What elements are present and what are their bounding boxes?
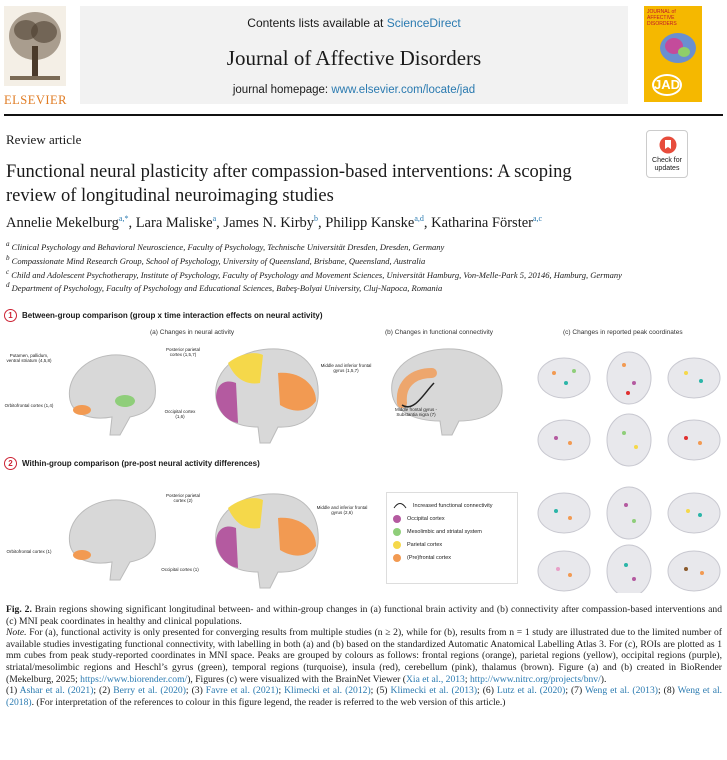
panel-c-title: (c) Changes in reported peak coordinates: [563, 329, 683, 336]
check-for-updates-button[interactable]: Check for updates: [646, 130, 688, 178]
biorender-link[interactable]: https://www.biorender.com/: [80, 673, 188, 685]
header-rule: [4, 114, 723, 116]
label-occipital-2: Occipital cortex (1): [161, 567, 199, 572]
ref-link[interactable]: Favre et al. (2021): [205, 685, 279, 697]
author[interactable]: Katharina Förster$^{a,c}$: [431, 214, 543, 231]
affiliation: $^b$ Compassionate Mind Research Group, School of Psychology, University of Queensland, Brisbane, Queensland, Australia: [6, 253, 426, 266]
label-mifg-2: Middle and inferior frontal gyrus (2,6): [316, 505, 368, 515]
label-ofc: Orbitofrontal cortex (1,4): [4, 403, 54, 408]
nitrc-link[interactable]: http://www.nitrc.org/projects/bnv/: [469, 673, 601, 685]
cover-title: JOURNAL of AFFECTIVE DISORDERS: [647, 9, 677, 27]
xia-link[interactable]: Xia et al., 2013: [405, 673, 465, 685]
legend-item: (Pre)frontal cortex: [393, 551, 511, 564]
affiliation: $^a$ Clinical Psychology and Behavioral Neuroscience, Faculty of Psychology, Technische Universität Dresden, Dresden, Germany: [6, 240, 445, 252]
curved-arrow-icon: [393, 502, 407, 510]
author[interactable]: James N. Kirby$^b$: [223, 214, 319, 231]
ref-link[interactable]: Lutz et al. (2020): [496, 685, 566, 697]
ref-link[interactable]: Berry et al. (2020): [113, 685, 186, 697]
author[interactable]: Philipp Kanske$^{a,d}$: [325, 214, 424, 231]
label-mifg: Middle and inferior frontal gyrus (1,5,7): [320, 363, 372, 373]
author-list: Annelie Mekelburg$^{a,*}$, Lara Maliske$^a$, James N. Kirby$^b$, Philipp Kanske$^{a,d}$, Katharina Förster$^{a,c}$: [6, 214, 543, 231]
caption-note: Note. For (a), functional activity is only presented for converging results from multiple studies (n ≥ 2), while for (b), results from n = 1 study are illustrated due to the limited number of available studies investigating functional connectivity, with labelling in both (a) and (b) based on the standardized Automatic Anatomical Labelling Atlas 3. For (c), ROIs are plotted as 1 mm cubes from peak study-reported coordinates in MNI space. Peaks are grouped by colours as follows: frontal regions (orange), parietal regions (yellow), occipital regions (purple), striatal/mesolimbic regions and Heschl’s gyrus (green), temporal regions (turquoise), insula (red), cerebellum (pink), thalamus (brown). Figure (a) and (b) created in BioRender (Mekelburg, 2025; https://www.biorender.com/), Figures (c) were visualized with the BrainNet Viewer (Xia et al., 2013; http://www.nitrc.org/projects/bnv/).: [6, 627, 722, 685]
affiliation: $^d$ Department of Psychology, Faculty of Psychology and Educational Sciences, Babeş-Bolyai University, Cluj-Napoca, Romania: [6, 281, 443, 294]
label-ppc-2: Posterior parietal cortex (2): [165, 493, 201, 503]
section-2-heading: 2 Within-group comparison (pre-post neural activity differences): [4, 457, 260, 470]
brain-lateral-2: [208, 488, 323, 593]
journal-title: Journal of Affective Disorders: [226, 46, 482, 70]
figure-legend: [386, 492, 518, 584]
article-title: Functional neural plasticity after compassion-based interventions: A scoping review of longitudinal neuroimaging studies: [6, 162, 572, 206]
journal-cover[interactable]: [644, 6, 702, 102]
legend-item: Increased functional connectivity: [393, 499, 511, 512]
glass-brains-panel: [536, 343, 722, 593]
brain-lateral-1: [208, 343, 323, 448]
brain-medial-2: [60, 490, 160, 585]
publisher-name: ELSEVIER: [4, 93, 68, 107]
cover-mark: JAD: [652, 74, 682, 96]
affiliation: $^c$ Child and Adolescent Psychotherapy, Institute of Psychology, Faculty of Psychology and Movement Sciences, Universität Hamburg, Von-Melle-Park 5, 20146, Hamburg, Germany: [6, 267, 622, 280]
journal-banner: [80, 6, 628, 104]
ref-link[interactable]: Weng et al. (2013): [585, 685, 658, 697]
caption-refs: (1) Ashar et al. (2021); (2) Berry et al. (2020); (3) Favre et al. (2021); Klimecki et al. (2012); (5) Klimecki et al. (2013); (6) Lutz et al. (2020); (7) Weng et al. (2013); (8) Weng et al. (2018). (For interpretation of the references to colour in this figure legend, the reader is referred to the web version of this article.): [6, 685, 723, 708]
legend-item: Parietal cortex: [393, 538, 511, 551]
figure-2: [0, 305, 727, 595]
contents-line: Contents lists available at ScienceDirect: [247, 16, 461, 30]
caption-main: Fig. 2. Brain regions showing significant longitudinal between- and within-group changes in (a) functional brain activity and (b) connectivity after compassion-based interventions and (c) MNI peak coordinates in healthy and clinical populations.: [6, 604, 722, 627]
brain-connectivity-1: [384, 343, 509, 438]
homepage-line: journal homepage: www.elsevier.com/locate/jad: [232, 84, 476, 96]
brain-medial-1: [60, 345, 160, 440]
label-putamen: Putamen, pallidum, ventral striatum (4,5,8): [6, 353, 52, 363]
homepage-link[interactable]: www.elsevier.com/locate/jad: [331, 84, 476, 96]
author[interactable]: Lara Maliske$^a$: [135, 214, 217, 231]
ref-link[interactable]: Klimecki et al. (2013): [390, 685, 478, 697]
elsevier-logo[interactable]: [4, 6, 68, 107]
label-mfg-sn: Middle frontal gyrus - Substantia nigra (7): [394, 407, 438, 417]
legend-item: Occipital cortex: [393, 512, 511, 525]
sciencedirect-link[interactable]: ScienceDirect: [386, 16, 461, 30]
bookmark-icon: [659, 136, 677, 154]
panel-b-title: (b) Changes in functional connectivity: [385, 329, 494, 336]
section-1-heading: 1 Between-group comparison (group x time interaction effects on neural activity): [4, 309, 323, 322]
ref-link[interactable]: Weng et al. (2018): [6, 685, 723, 708]
ref-link[interactable]: Klimecki et al. (2012): [284, 685, 371, 697]
article-type: Review article: [6, 132, 82, 147]
journal-header: [0, 0, 727, 108]
label-ppc: Posterior parietal cortex (1,5,7): [165, 347, 201, 357]
author[interactable]: Annelie Mekelburg$^{a,*}$: [6, 214, 129, 231]
panel-a-title: (a) Changes in neural activity: [150, 329, 235, 336]
figure-caption: [6, 604, 722, 708]
affiliations: [6, 239, 706, 294]
label-occipital: Occipital cortex (1,6): [164, 409, 196, 419]
label-ofc-2: Orbitofrontal cortex (1): [6, 549, 52, 554]
legend-item: Mesolimbic and striatal system: [393, 525, 511, 538]
ref-link[interactable]: Ashar et al. (2021): [19, 685, 94, 697]
elsevier-tree-icon: [4, 6, 66, 86]
